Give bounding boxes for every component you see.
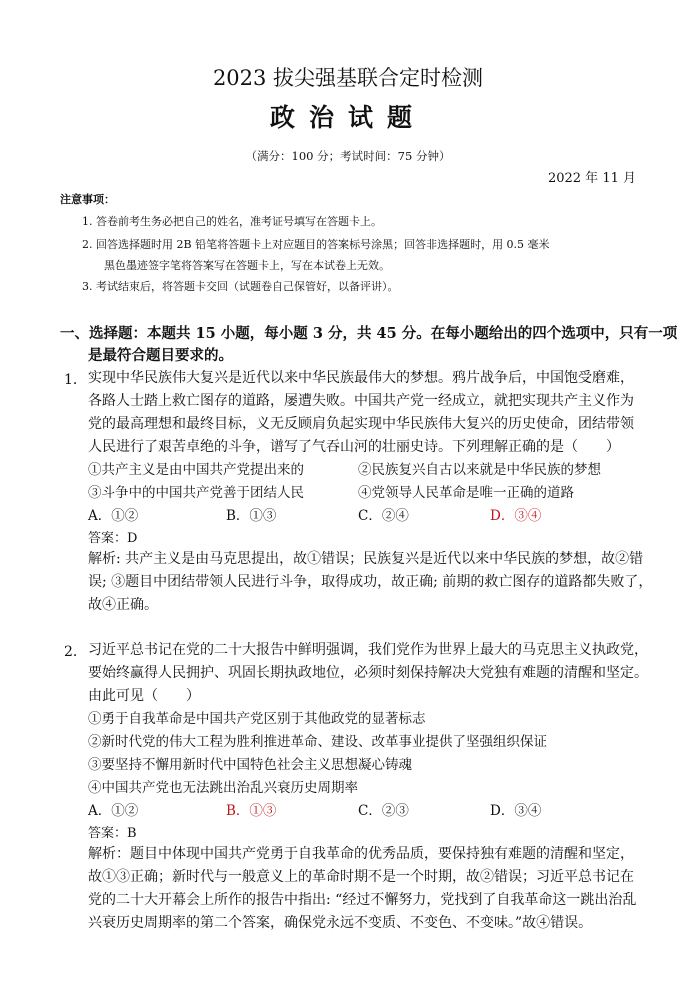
option-a: A．①②	[88, 508, 139, 524]
question-stem-line: 要始终赢得人民拥护、巩固长期执政地位，必须时刻保持解决大党独有难题的清醒和坚定。	[88, 665, 648, 681]
option-d-correct: D．③④	[490, 508, 542, 524]
exam-title: 2023 拔尖强基联合定时检测	[212, 66, 484, 90]
analysis-line: 解析：题目中体现中国共产党勇于自我革命的优秀品质，要保持独有难题的清醒和坚定，	[88, 846, 634, 862]
subject-title: 政治试题	[269, 103, 426, 132]
statement: ③斗争中的中国共产党善于团结人民	[88, 485, 304, 501]
question-stem-line: 习近平总书记在党的二十大报告中鲜明强调，我们党作为世界上最大的马克思主义执政党，	[88, 642, 648, 658]
statement: ④党领导人民革命是唯一正确的道路	[358, 485, 574, 501]
exam-date: 2022 年 11 月	[547, 171, 636, 186]
analysis-line: 党的二十大开幕会上所作的报告中指出: “经过不懈努力，党找到了自我革命这一跳出治乱	[88, 892, 637, 908]
statement: ①勇于自我革命是中国共产党区别于其他政党的显著标志	[88, 711, 426, 727]
analysis-line: 故④正确。	[88, 597, 158, 613]
analysis-line: 解析: 共产主义是由马克思提出，故①错误；民族复兴是近代以来中华民族的梦想，故②错	[88, 551, 644, 567]
statement: ③要坚持不懈用新时代中国特色社会主义思想凝心铸魂	[88, 757, 412, 773]
exam-meta: （满分：100 分；考试时间：75 分钟）	[245, 149, 451, 163]
option-d: D．③④	[490, 803, 542, 819]
question-stem-line: 党的最高理想和最终目标，义无反顾肩负起实现中华民族伟大复兴的历史使命，团结带领	[88, 416, 634, 432]
question-number: 1．	[64, 372, 87, 388]
question-stem-line: 人民进行了艰苦卓绝的斗争，谱写了气吞山河的壮丽史诗。下列理解正确的是（ ）	[88, 439, 620, 455]
notice-item: 3. 考试结束后，将答题卡交回（试题卷自己保管好，以备评讲）。	[82, 280, 399, 293]
option-b-correct: B．①③	[226, 803, 277, 819]
option-b: B．①③	[226, 508, 277, 524]
analysis-line: 故①③正确；新时代与一般意义上的革命时期不是一个时期，故②错误；习近平总书记在	[88, 869, 634, 885]
notice-item: 黑色墨迹签字笔将答案写在答题卡上，写在本试卷上无效。	[104, 259, 390, 272]
answer: 答案：B	[88, 826, 137, 841]
option-c: C．②④	[358, 508, 409, 524]
notice-heading: 注意事项：	[60, 193, 115, 206]
section-heading: 一、选择题：本题共 15 小题，每小题 3 分，共 45 分。在每小题给出的四个选项中，只有一项	[60, 325, 678, 342]
answer: 答案：D	[88, 531, 138, 546]
notice-item: 2. 回答选择题时用 2B 铅笔将答题卡上对应题目的答案标号涂黑；回答非选择题时，用 0.5 毫米	[82, 238, 550, 251]
option-c: C．②③	[358, 803, 409, 819]
option-a: A．①②	[88, 803, 139, 819]
statement: ①共产主义是由中国共产党提出来的	[88, 462, 304, 478]
statement: ②新时代党的伟大工程为胜利推进革命、建设、改革事业提供了坚强组织保证	[88, 734, 547, 750]
notice-item: 1. 答卷前考生务必把自己的姓名，准考证号填写在答题卡上。	[82, 215, 382, 228]
section-heading-cont: 是最符合题目要求的。	[88, 347, 233, 364]
question-stem-line: 由此可见（ ）	[88, 688, 200, 704]
question-stem-line: 各路人士踏上救亡图存的道路，屡遭失败。中国共产党一经成立，就把实现共产主义作为	[88, 393, 634, 409]
analysis-line: 兴衰历史周期率的第二个答案，确保党永远不变质、不变色、不变味。”故④错误。	[88, 915, 593, 931]
analysis-line: 误; ③题目中团结带领人民进行斗争，取得成功，故正确; 前期的救亡图存的道路都失败了，	[88, 574, 653, 590]
statement: ②民族复兴自古以来就是中华民族的梦想	[358, 462, 601, 478]
statement: ④中国共产党也无法跳出治乱兴衰历史周期率	[88, 780, 358, 796]
question-number: 2．	[64, 644, 87, 660]
question-stem-line: 实现中华民族伟大复兴是近代以来中华民族最伟大的梦想。鸦片战争后，中国饱受磨难，	[88, 370, 634, 386]
